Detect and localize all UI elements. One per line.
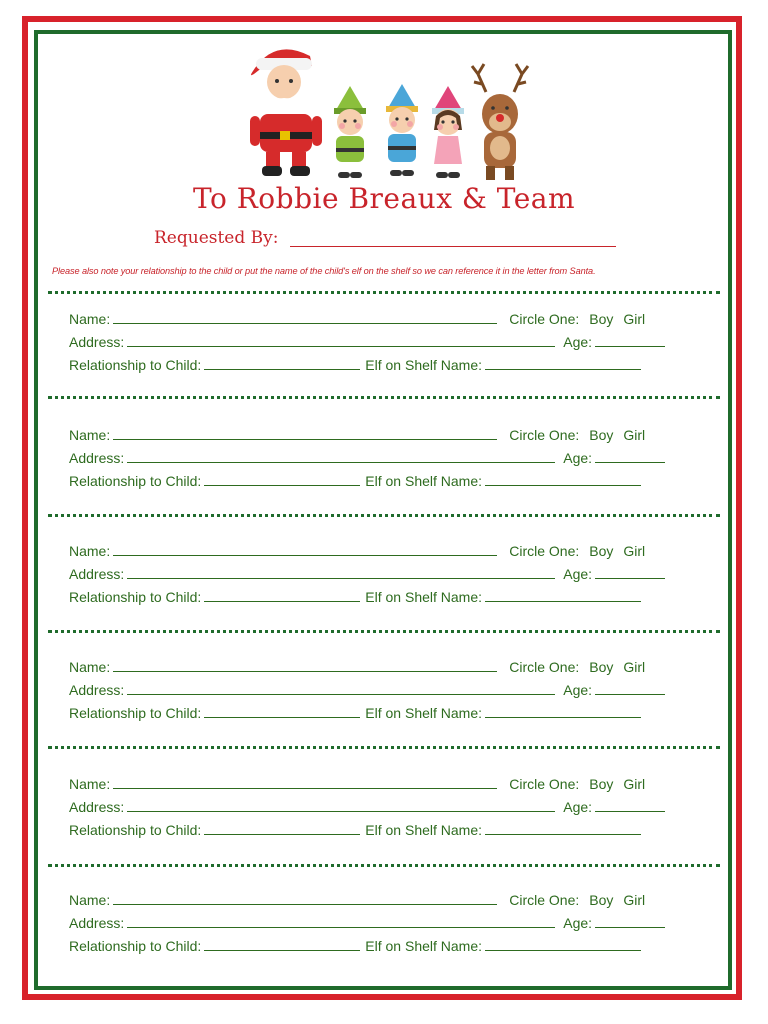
age-field[interactable] [595,334,665,347]
circle-one-label: Circle One: [509,311,580,327]
age-label: Age: [563,915,593,931]
name-label: Name: [69,659,111,675]
requested-by-field[interactable] [290,246,616,247]
address-label: Address: [69,334,125,350]
relationship-label: Relationship to Child: [69,473,202,489]
age-label: Age: [563,334,593,350]
girl-option[interactable]: Girl [623,659,646,675]
address-field[interactable] [127,450,555,463]
name-field[interactable] [113,427,497,440]
address-label: Address: [69,450,125,466]
name-label: Name: [69,892,111,908]
requested-by-label: Requested By: [154,228,279,248]
child-entry [69,776,689,846]
age-label: Age: [563,450,593,466]
girl-option[interactable]: Girl [623,892,646,908]
address-field[interactable] [127,915,555,928]
name-field[interactable] [113,892,497,905]
reindeer-icon [472,64,528,180]
name-label: Name: [69,543,111,559]
child-entry [69,543,689,613]
address-label: Address: [69,566,125,582]
boy-option[interactable]: Boy [589,427,614,443]
dotted-divider [48,746,720,749]
relationship-label: Relationship to Child: [69,938,202,954]
girl-option[interactable]: Girl [623,543,646,559]
circle-one-label: Circle One: [509,776,580,792]
boy-option[interactable]: Boy [589,311,614,327]
age-label: Age: [563,799,593,815]
relationship-label: Relationship to Child: [69,822,202,838]
elf-on-shelf-field[interactable] [485,938,641,951]
relationship-field[interactable] [204,473,360,486]
boy-option[interactable]: Boy [589,776,614,792]
page-title: To Robbie Breaux & Team [192,182,576,215]
address-field[interactable] [127,566,555,579]
child-entry [69,311,689,381]
age-label: Age: [563,682,593,698]
girl-option[interactable]: Girl [623,776,646,792]
child-entry [69,427,689,497]
circle-one-label: Circle One: [509,427,580,443]
elf-on-shelf-label: Elf on Shelf Name: [365,357,483,373]
circle-one-label: Circle One: [509,892,580,908]
elf-pink-icon [432,86,464,178]
address-field[interactable] [127,334,555,347]
santa-elves-reindeer-illustration [232,40,542,186]
relationship-field[interactable] [204,938,360,951]
girl-option[interactable]: Girl [623,311,646,327]
relationship-label: Relationship to Child: [69,705,202,721]
age-field[interactable] [595,450,665,463]
instruction-note: Please also note your relationship to the child or put the name of the child's elf on the shelf so we can reference it in the letter from Santa. [52,266,596,276]
name-field[interactable] [113,776,497,789]
child-entry [69,659,689,729]
dotted-divider [48,291,720,294]
age-field[interactable] [595,566,665,579]
age-field[interactable] [595,915,665,928]
boy-option[interactable]: Boy [589,892,614,908]
dotted-divider [48,630,720,633]
name-field[interactable] [113,543,497,556]
address-field[interactable] [127,682,555,695]
relationship-field[interactable] [204,357,360,370]
age-field[interactable] [595,799,665,812]
elf-on-shelf-label: Elf on Shelf Name: [365,938,483,954]
santa-icon [240,49,322,176]
age-field[interactable] [595,682,665,695]
elf-on-shelf-label: Elf on Shelf Name: [365,822,483,838]
address-label: Address: [69,799,125,815]
girl-option[interactable]: Girl [623,427,646,443]
dotted-divider [48,514,720,517]
elf-green-icon [334,86,366,178]
elf-on-shelf-field[interactable] [485,473,641,486]
boy-option[interactable]: Boy [589,659,614,675]
age-label: Age: [563,566,593,582]
circle-one-label: Circle One: [509,659,580,675]
address-label: Address: [69,682,125,698]
elf-on-shelf-label: Elf on Shelf Name: [365,705,483,721]
elf-on-shelf-field[interactable] [485,357,641,370]
relationship-field[interactable] [204,589,360,602]
name-label: Name: [69,311,111,327]
address-field[interactable] [127,799,555,812]
address-label: Address: [69,915,125,931]
child-entry [69,892,689,962]
elf-on-shelf-label: Elf on Shelf Name: [365,589,483,605]
elf-on-shelf-field[interactable] [485,705,641,718]
name-label: Name: [69,776,111,792]
name-field[interactable] [113,659,497,672]
boy-option[interactable]: Boy [589,543,614,559]
circle-one-label: Circle One: [509,543,580,559]
name-field[interactable] [113,311,497,324]
elf-on-shelf-field[interactable] [485,589,641,602]
elf-on-shelf-field[interactable] [485,822,641,835]
name-label: Name: [69,427,111,443]
relationship-label: Relationship to Child: [69,589,202,605]
relationship-field[interactable] [204,822,360,835]
relationship-label: Relationship to Child: [69,357,202,373]
elf-blue-icon [386,84,418,176]
dotted-divider [48,396,720,399]
dotted-divider [48,864,720,867]
relationship-field[interactable] [204,705,360,718]
elf-on-shelf-label: Elf on Shelf Name: [365,473,483,489]
